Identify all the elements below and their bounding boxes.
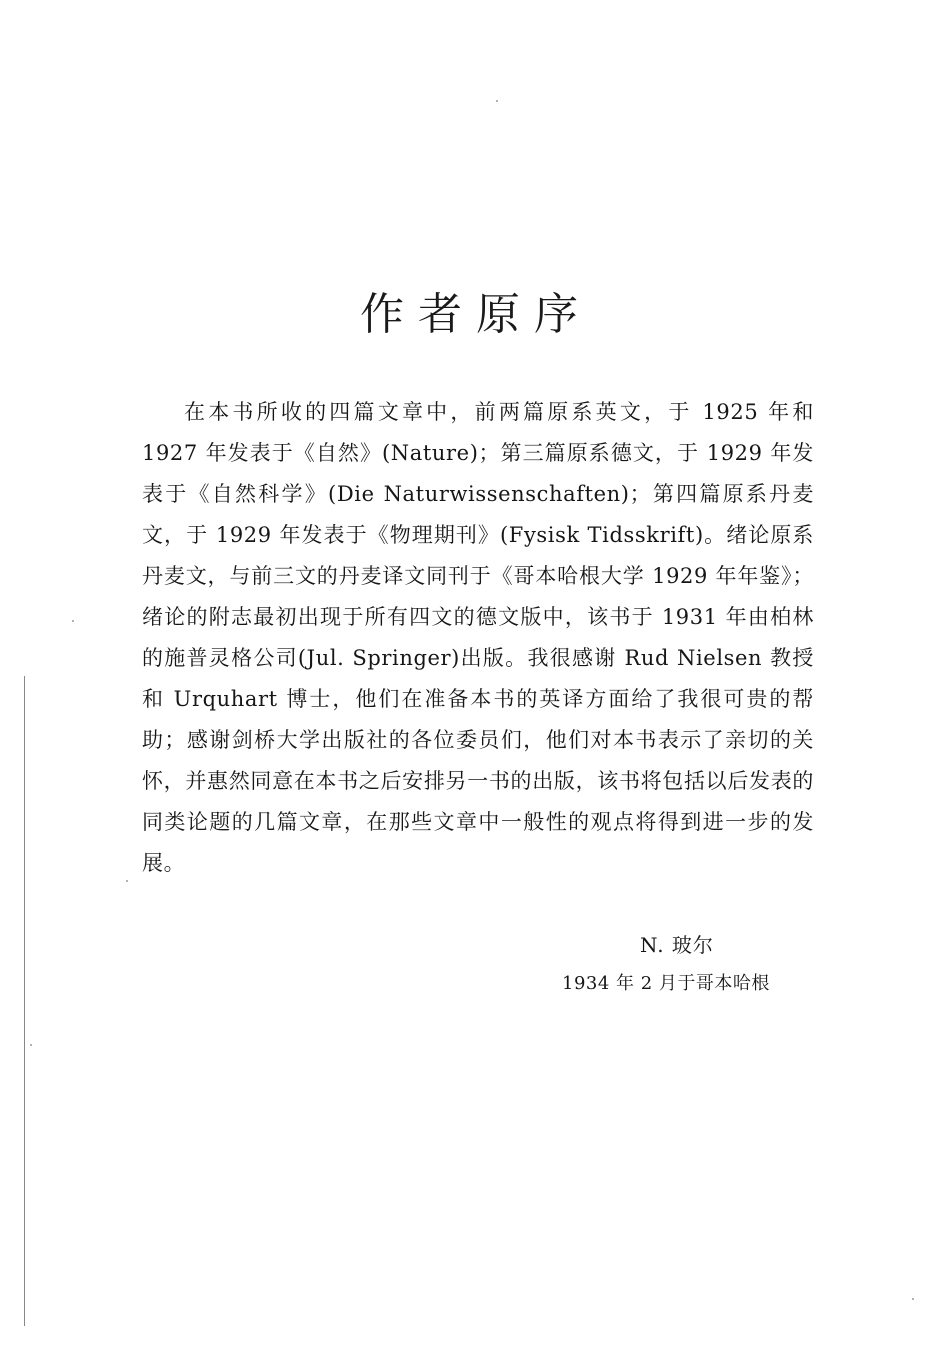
author-signature: N. 玻尔 [640, 933, 714, 957]
page-title: 作者原序 [360, 289, 592, 341]
date-place: 1934 年 2 月于哥本哈根 [562, 973, 770, 994]
scan-edge-line [24, 676, 25, 1326]
scan-speck [912, 1298, 914, 1300]
scan-speck [72, 620, 74, 622]
preface-paragraph: 在本书所收的四篇文章中，前两篇原系英文，于 1925 年和 1927 年发表于《自然》(Nature)；第三篇原系德文，于 1929 年发表于《自然科学》(Die Naturwissenschaften)；第四篇原系丹麦文，于 1929 年发表于《物理期刊》(Fysisk Tidsskrift)。绪论原系丹麦文，与前三文的丹麦译文同刊于《哥本哈根大学 1929 年年鉴》；绪论的附志最初出现于所有四文的德文版中，该书于 1931 年由柏林的施普灵格公司(Jul. Springer)出版。我很感谢 Rud Nielsen 教授和 Urquhart 博士，他们在准备本书的英译方面给了我很可贵的帮助；感谢剑桥大学出版社的各位委员们，他们对本书表示了亲切的关怀，并惠然同意在本书之后安排另一书的出版，该书将包括以后发表的同类论题的几篇文章，在那些文章中一般性的观点将得到进一步的发展。 [142, 400, 814, 875]
scan-speck [496, 100, 498, 102]
scan-speck [30, 1044, 32, 1046]
scan-speck [126, 880, 128, 882]
